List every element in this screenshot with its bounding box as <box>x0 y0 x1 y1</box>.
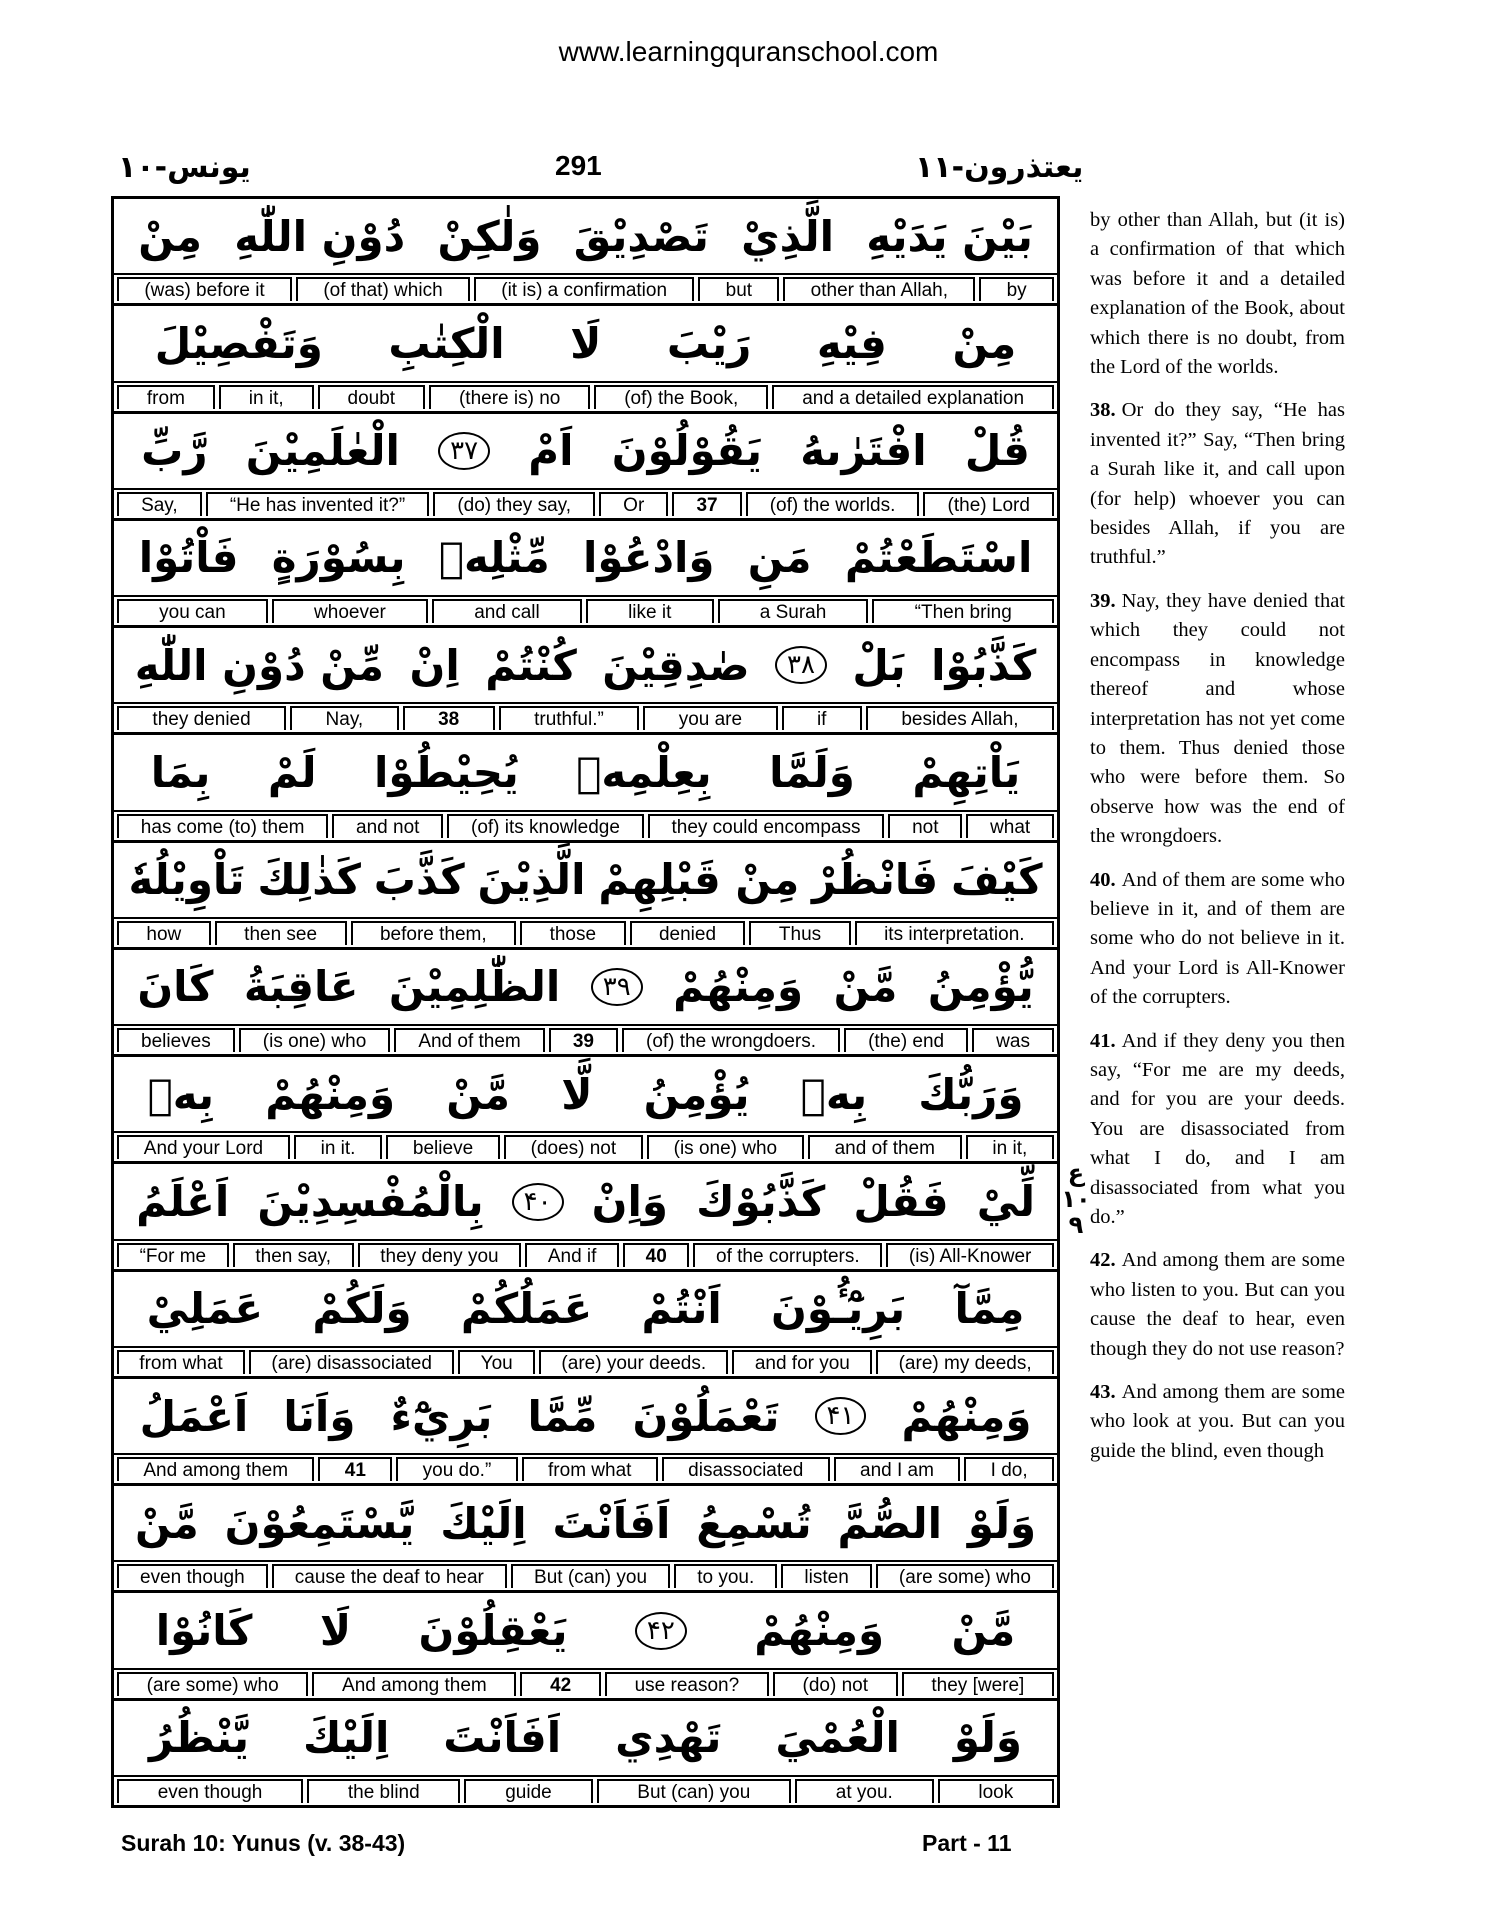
arabic-word: اَعْمَلُ <box>139 1391 249 1441</box>
surah-name-arabic: یونس-۱۰ <box>118 150 251 185</box>
arabic-line <box>114 306 1057 380</box>
gloss-cell: and not <box>332 814 443 838</box>
gloss-cell: denied <box>630 921 746 945</box>
translation-verse-text: And among them are some who look at you. But can you guide the blind, even though <box>1090 1381 1345 1462</box>
arabic-word: كَانُوْا <box>155 1606 253 1656</box>
arabic-word: يُحِيْطُوْا <box>373 747 519 797</box>
arabic-word: اَفَاَنْتَ <box>552 1498 671 1548</box>
translation-verse <box>1090 866 1345 1013</box>
arabic-word: افْتَرٰىهُ <box>800 426 927 476</box>
arabic-word: الْكِتٰبِ <box>388 318 505 368</box>
arabic-word: فِيْهِ <box>816 318 887 368</box>
gloss-cell: (do) not <box>773 1672 898 1696</box>
gloss-cell: (are some) who <box>876 1564 1054 1588</box>
gloss-cell: Or <box>599 492 668 516</box>
arabic-word: وَاَنَا <box>283 1391 356 1441</box>
arabic-word: كَانَ <box>137 962 214 1012</box>
translation-verse-number: 38. <box>1090 399 1116 422</box>
gloss-cell: was <box>972 1028 1054 1052</box>
translation-verse <box>1090 396 1345 572</box>
arabic-word: كَذٰلِكَ <box>257 855 361 905</box>
gloss-line <box>114 381 1057 411</box>
gloss-cell: in it, <box>966 1135 1054 1159</box>
gloss-cell: and a detailed explanation <box>772 385 1054 409</box>
gloss-cell: even though <box>117 1779 303 1803</box>
gloss-cell: And your Lord <box>117 1135 290 1159</box>
arabic-word: مِمَّآ <box>954 1284 1025 1334</box>
gloss-cell: (is one) who <box>647 1135 804 1159</box>
translation-verse <box>1090 1027 1345 1233</box>
gloss-cell: (are) disassociated <box>249 1350 454 1374</box>
arabic-line <box>114 1593 1057 1667</box>
gloss-line <box>114 1024 1057 1054</box>
translation-verse-number: 40. <box>1090 868 1116 891</box>
gloss-cell: how <box>117 921 211 945</box>
gloss-cell: to you. <box>674 1564 777 1588</box>
footer-part-number: Part - 11 <box>922 1830 1012 1856</box>
ayah-number-marker: ۴۰ <box>512 1183 564 1221</box>
gloss-cell: they denied <box>117 706 286 730</box>
gloss-cell: But (can) you <box>597 1779 792 1803</box>
gloss-line <box>114 917 1057 947</box>
verse-block <box>114 414 1057 521</box>
arabic-word: بِالْمُفْسِدِيْنَ <box>257 1177 484 1227</box>
arabic-line <box>114 1164 1057 1238</box>
gloss-cell: then see <box>215 921 347 945</box>
gloss-cell: if <box>782 706 862 730</box>
arabic-word: كَيْفَ <box>950 855 1043 905</box>
arabic-word: مِنْ <box>952 318 1017 368</box>
gloss-line <box>114 595 1057 625</box>
arabic-word: مَّنْ <box>135 1498 199 1548</box>
gloss-cell: And of them <box>394 1028 545 1052</box>
gloss-cell: even though <box>117 1564 268 1588</box>
arabic-line <box>114 950 1057 1024</box>
gloss-cell: (is) All-Knower <box>886 1243 1054 1267</box>
gloss-cell: listen <box>781 1564 872 1588</box>
verse-block <box>114 1486 1057 1593</box>
rukuh-mark: ع ۱۰ ۹ <box>1061 1159 1091 1239</box>
gloss-cell: (the) end <box>844 1028 968 1052</box>
arabic-word: بِمَا <box>150 747 211 797</box>
gloss-cell: believe <box>386 1135 500 1159</box>
arabic-word: اَمْ <box>528 426 574 476</box>
gloss-cell: and call <box>432 599 582 623</box>
arabic-line <box>114 414 1057 488</box>
gloss-cell: you can <box>117 599 268 623</box>
arabic-word: وَرَبُّكَ <box>918 1069 1024 1119</box>
arabic-line <box>114 521 1057 595</box>
arabic-word: مِنْ <box>138 211 203 261</box>
verse-block <box>114 1272 1057 1379</box>
gloss-cell: they deny you <box>358 1243 522 1267</box>
arabic-word: فَانْظُرْ <box>812 855 939 905</box>
arabic-word: تُسْمِعُ <box>696 1498 812 1548</box>
ayah-number-marker: ۴۱ <box>815 1397 867 1435</box>
arabic-word: الَّذِيْنَ <box>477 855 586 905</box>
gloss-cell: And among them <box>312 1672 516 1696</box>
gloss-cell: and for you <box>732 1350 872 1374</box>
arabic-word: وَلَكُمْ <box>312 1284 412 1334</box>
gloss-cell: before them, <box>351 921 517 945</box>
gloss-cell: You <box>458 1350 535 1374</box>
gloss-cell: doubt <box>318 385 425 409</box>
translation-column <box>1090 206 1345 1480</box>
arabic-word: عَمَلِيْ <box>146 1284 264 1334</box>
gloss-cell: believes <box>117 1028 235 1052</box>
gloss-cell: not <box>888 814 962 838</box>
gloss-line <box>114 1453 1057 1483</box>
verse-block <box>114 199 1057 306</box>
verse-number-cell: 41 <box>318 1457 392 1481</box>
gloss-cell: the blind <box>307 1779 460 1803</box>
gloss-cell: and I am <box>834 1457 961 1481</box>
gloss-cell: “Then bring <box>872 599 1054 623</box>
gloss-cell: “He has invented it?” <box>206 492 429 516</box>
part-name-arabic: یعتذرون-۱۱ <box>915 150 1084 185</box>
arabic-word: اَفَاَنْتَ <box>443 1713 562 1763</box>
translation-verse-text: And of them are some who believe in it, and of them are some who do not believe in it. And your Lord is All-Knower of the corrupters. <box>1090 868 1345 1009</box>
arabic-word: اسْتَطَعْتُمْ <box>844 533 1033 583</box>
gloss-cell: whoever <box>272 599 428 623</box>
arabic-word: الظّٰلِمِيْنَ <box>388 962 561 1012</box>
ayah-number-marker: ۳۸ <box>775 646 827 684</box>
arabic-word: رَيْبَ <box>666 318 752 368</box>
gloss-cell: “For me <box>117 1243 229 1267</box>
translation-verse-text: Nay, they have denied that which they could not encompass in knowledge thereof and whose interpretation has not yet come to them. Thus denied those who were before them. So observe how was the end of the wrongdoers. <box>1090 589 1345 848</box>
verse-number-cell: 42 <box>520 1672 601 1696</box>
word-by-word-grid <box>111 196 1060 1808</box>
gloss-cell: I do, <box>964 1457 1054 1481</box>
gloss-cell: (do) they say, <box>433 492 595 516</box>
arabic-word: بِهٖ <box>147 1069 215 1119</box>
gloss-cell: from what <box>117 1350 245 1374</box>
arabic-word: بَيْنَ يَدَيْهِ <box>866 211 1033 261</box>
gloss-cell: (of that) which <box>296 277 470 301</box>
gloss-cell: from <box>117 385 215 409</box>
arabic-word: مِّثْلِهٖ <box>438 533 550 583</box>
arabic-word: كَذَّبُوْا <box>931 640 1037 690</box>
arabic-word: اِلَيْكَ <box>302 1713 390 1763</box>
arabic-word: بَرِيْٓءٌ <box>390 1391 493 1441</box>
translation-verse-number: 42. <box>1090 1249 1116 1272</box>
gloss-cell: then say, <box>233 1243 354 1267</box>
arabic-line <box>114 1057 1057 1131</box>
gloss-cell: But (can) you <box>511 1564 670 1588</box>
gloss-cell: from what <box>522 1457 658 1481</box>
verse-block <box>114 521 1057 628</box>
arabic-word: بَلْ <box>852 640 906 690</box>
gloss-line <box>114 1668 1057 1698</box>
gloss-cell: Nay, <box>290 706 399 730</box>
arabic-word: وَلَوْ <box>967 1498 1037 1548</box>
gloss-cell: disassociated <box>662 1457 830 1481</box>
arabic-word: الْعُمْيَ <box>775 1713 900 1763</box>
arabic-word: يَّسْتَمِعُوْنَ <box>224 1498 415 1548</box>
gloss-cell: in it. <box>294 1135 382 1159</box>
arabic-line <box>114 843 1057 917</box>
gloss-line <box>114 273 1057 303</box>
gloss-cell: (the) Lord <box>923 492 1054 516</box>
arabic-word: عَمَلُكُمْ <box>460 1284 593 1334</box>
gloss-cell: besides Allah, <box>866 706 1054 730</box>
translation-verse <box>1090 1246 1345 1364</box>
gloss-cell: they could encompass <box>648 814 885 838</box>
translation-intro: by other than Allah, but (it is) a confirmation of that which was before it and a detailed explanation of the Book, about which there is no doubt, from the Lord of the worlds. <box>1090 209 1345 379</box>
arabic-line <box>114 1272 1057 1346</box>
page-number: 291 <box>555 150 602 181</box>
arabic-word: كَذَّبَ <box>373 855 465 905</box>
gloss-cell: guide <box>464 1779 592 1803</box>
translation-verse-text: Or do they say, “He has invented it?” Say, “Then bring a Surah like it, and call upon (for help) whoever you can besides Allah, if you are truthful.” <box>1090 399 1345 569</box>
arabic-word: دُوْنِ اللّٰهِ <box>234 211 406 261</box>
translation-verse-number: 41. <box>1090 1029 1116 1052</box>
arabic-word: يُّؤْمِنُ <box>927 962 1034 1012</box>
ayah-number-marker: ۳۹ <box>591 968 643 1006</box>
translation-verse <box>1090 587 1345 852</box>
arabic-word: الصُّمَّ <box>837 1498 942 1548</box>
gloss-cell: its interpretation. <box>855 921 1054 945</box>
arabic-word: كَذَّبُوْكَ <box>696 1177 826 1227</box>
gloss-cell: they [were] <box>902 1672 1054 1696</box>
gloss-cell: truthful.” <box>499 706 640 730</box>
arabic-word: رَّبِّ <box>141 426 208 476</box>
arabic-word: قُلْ <box>964 426 1030 476</box>
verse-block <box>114 843 1057 950</box>
gloss-line <box>114 1346 1057 1376</box>
translation-verse-number: 39. <box>1090 589 1116 612</box>
gloss-cell: (of) the worlds. <box>746 492 920 516</box>
verse-block <box>114 1701 1057 1805</box>
site-url: www.learningquranschool.com <box>558 36 939 67</box>
gloss-line <box>114 1560 1057 1590</box>
arabic-word: تَعْمَلُوْنَ <box>632 1391 780 1441</box>
arabic-word: وَمِنْهُمْ <box>901 1391 1032 1441</box>
arabic-word: فَقُلْ <box>853 1177 949 1227</box>
arabic-line <box>114 1379 1057 1453</box>
gloss-cell: (are some) who <box>117 1672 308 1696</box>
arabic-word: وَمِنْهُمْ <box>754 1606 885 1656</box>
gloss-line <box>114 1239 1057 1269</box>
arabic-word: لِّيْ <box>976 1177 1035 1227</box>
gloss-cell: like it <box>586 599 714 623</box>
gloss-cell: by <box>979 277 1054 301</box>
arabic-word: يَعْقِلُوْنَ <box>418 1606 568 1656</box>
gloss-cell: (are) your deeds. <box>539 1350 728 1374</box>
verse-block <box>114 1164 1057 1271</box>
gloss-line <box>114 1131 1057 1161</box>
arabic-line <box>114 735 1057 809</box>
verse-block <box>114 735 1057 842</box>
arabic-line <box>114 1486 1057 1560</box>
arabic-word: لَا <box>319 1606 352 1656</box>
arabic-word: تَهْدِي <box>615 1713 722 1763</box>
gloss-cell: (of) the Book, <box>594 385 768 409</box>
arabic-line <box>114 199 1057 273</box>
verse-block <box>114 628 1057 735</box>
arabic-word: الَّذِيْ <box>741 211 835 261</box>
gloss-cell: Say, <box>117 492 202 516</box>
translation-verse-text: And among them are some who listen to you. But can you cause the deaf to hear, even though they do not use reason? <box>1090 1249 1345 1360</box>
gloss-cell: and of them <box>808 1135 962 1159</box>
arabic-word: وَمِنْهُمْ <box>265 1069 396 1119</box>
translation-verse-text: And if they deny you then say, “For me are my deeds, and for you are your deeds. You are disassociated from what I do, and I am disassociated from what you do.” <box>1090 1029 1345 1228</box>
arabic-word: وَلَمَّا <box>769 747 855 797</box>
arabic-word: اِنْ <box>409 640 460 690</box>
arabic-word: كُنْتُمْ <box>485 640 577 690</box>
gloss-cell: look <box>938 1779 1054 1803</box>
verse-block <box>114 1593 1057 1700</box>
gloss-cell: use reason? <box>605 1672 769 1696</box>
arabic-word: وَلَوْ <box>953 1713 1023 1763</box>
arabic-word: فَاْتُوْا <box>138 533 239 583</box>
gloss-cell: cause the deaf to hear <box>272 1564 507 1588</box>
gloss-cell: in it, <box>219 385 314 409</box>
arabic-word: تَصْدِيْقَ <box>573 211 709 261</box>
gloss-line <box>114 1775 1057 1805</box>
gloss-cell: at you. <box>795 1779 934 1803</box>
gloss-cell: of the corrupters. <box>693 1243 882 1267</box>
arabic-word: مِنْ قَبْلِهِمْ <box>598 855 800 905</box>
gloss-cell: you do.” <box>396 1457 517 1481</box>
gloss-cell: what <box>966 814 1054 838</box>
gloss-cell: (of) the wrongdoers. <box>622 1028 840 1052</box>
arabic-word: مِّمَّا <box>527 1391 598 1441</box>
gloss-cell: And if <box>525 1243 619 1267</box>
arabic-word: بِهٖ <box>800 1069 868 1119</box>
arabic-word: اِلَيْكَ <box>440 1498 527 1548</box>
arabic-word: وَادْعُوْا <box>583 533 715 583</box>
verse-block <box>114 1057 1057 1164</box>
gloss-cell: (of) its knowledge <box>447 814 643 838</box>
footer-surah-reference: Surah 10: Yunus (v. 38-43) <box>121 1830 406 1856</box>
ayah-number-marker: ۳۷ <box>438 432 490 470</box>
verse-block <box>114 306 1057 413</box>
arabic-word: وَتَفْصِيْلَ <box>154 318 323 368</box>
arabic-word: يَقُوْلُوْنَ <box>611 426 762 476</box>
arabic-word: اَعْلَمُ <box>136 1177 230 1227</box>
verse-number-cell: 38 <box>403 706 495 730</box>
verse-number-cell: 40 <box>623 1243 689 1267</box>
gloss-cell: (are) my deeds, <box>876 1350 1054 1374</box>
gloss-line <box>114 488 1057 518</box>
gloss-line <box>114 810 1057 840</box>
gloss-cell: has come (to) them <box>117 814 328 838</box>
gloss-line <box>114 702 1057 732</box>
verse-number-cell: 39 <box>549 1028 618 1052</box>
arabic-line <box>114 1701 1057 1775</box>
arabic-word: مَّنْ <box>833 962 898 1012</box>
gloss-cell: those <box>520 921 625 945</box>
arabic-word: عَاقِبَةُ <box>243 962 359 1012</box>
arabic-word: يَّنْظُرُ <box>149 1713 249 1763</box>
arabic-word: لَا <box>570 318 602 368</box>
gloss-cell: other than Allah, <box>783 277 975 301</box>
arabic-word: وَمِنْهُمْ <box>673 962 804 1012</box>
gloss-cell: (does) not <box>504 1135 643 1159</box>
gloss-cell: (there is) no <box>429 385 590 409</box>
arabic-word: مَنِ <box>747 533 812 583</box>
gloss-cell: (is one) who <box>239 1028 391 1052</box>
gloss-cell: but <box>698 277 779 301</box>
arabic-word: مَّنْ <box>951 1606 1016 1656</box>
verse-block <box>114 1379 1057 1486</box>
arabic-word: بِسُوْرَةٍ <box>271 533 406 583</box>
verse-block <box>114 950 1057 1057</box>
arabic-word: بِعِلْمِهٖ <box>576 747 712 797</box>
gloss-cell: (was) before it <box>117 277 292 301</box>
arabic-word: بَرِيْٓـُٔوْنَ <box>770 1284 906 1334</box>
arabic-word: وَلٰكِنْ <box>437 211 542 261</box>
translation-verse <box>1090 1378 1345 1466</box>
arabic-word: صٰدِقِيْنَ <box>602 640 750 690</box>
translation-verse-number: 43. <box>1090 1381 1116 1404</box>
ayah-number-marker: ۴۲ <box>635 1612 687 1650</box>
arabic-word: يَاْتِهِمْ <box>912 747 1021 797</box>
gloss-cell: And among them <box>117 1457 314 1481</box>
arabic-word: مِّنْ دُوْنِ اللّٰهِ <box>134 640 385 690</box>
arabic-word: اَنْتُمْ <box>641 1284 722 1334</box>
gloss-cell: (it is) a confirmation <box>474 277 694 301</box>
arabic-word: لَمْ <box>267 747 317 797</box>
arabic-word: وَاِنْ <box>591 1177 669 1227</box>
gloss-cell: Thus <box>749 921 850 945</box>
arabic-word: مَّنْ <box>446 1069 511 1119</box>
gloss-cell: you are <box>643 706 777 730</box>
verse-number-cell: 37 <box>672 492 741 516</box>
arabic-word: يُؤْمِنُ <box>643 1069 750 1119</box>
arabic-line <box>114 628 1057 702</box>
arabic-word: تَاْوِيْلُهٗ <box>128 855 245 905</box>
gloss-cell: a Surah <box>718 599 869 623</box>
arabic-word: لَّا <box>561 1069 593 1119</box>
arabic-word: الْعٰلَمِيْنَ <box>245 426 400 476</box>
